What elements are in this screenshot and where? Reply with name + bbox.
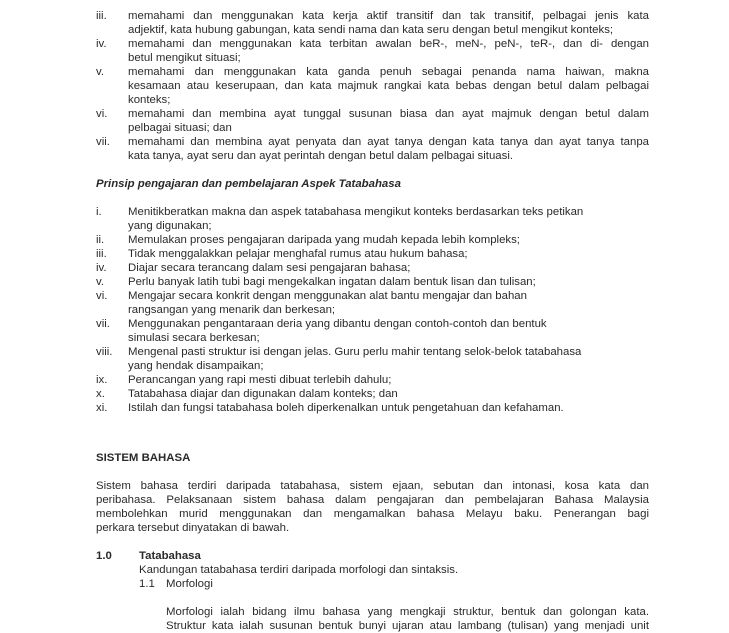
- list-item-text: Mengajar secara konkrit dengan menggunakan alat bantu mengajar dan bahan: [128, 290, 527, 302]
- paragraph-line: peribahasa. Pelaksanaan sistem bahasa dalam pengajaran dan pembelajaran Bahasa Malaysia: [96, 494, 649, 506]
- paragraph-line: perkara tersebut dinyatakan di bawah.: [96, 522, 290, 534]
- list-item-number: iii.: [96, 10, 107, 22]
- list-item-text: memahami dan menggunakan kata ganda penuh sebagai penanda nama haiwan, makna: [128, 66, 649, 78]
- paragraph-line: Sistem bahasa terdiri daripada tatabahasa, sistem ejaan, sebutan dan intonasi, kosa kata dan: [96, 480, 649, 492]
- paragraph-line: Morfologi ialah bidang ilmu bahasa yang mengkaji struktur, bentuk dan golongan kata.: [166, 606, 649, 618]
- list-item-text: memahami dan menggunakan kata kerja aktif transitif dan tak transitif, pelbagai jenis kata: [128, 10, 649, 22]
- list-item-number: i.: [96, 206, 102, 218]
- list-item-text: memahami dan membina ayat tunggal susunan biasa dan ayat majmuk dengan betul dalam: [128, 108, 649, 120]
- list-item-number: vi.: [96, 290, 108, 302]
- list-item-text: memahami dan menggunakan kata terbitan awalan beR-, meN-, peN-, teR-, dan di- dengan: [128, 38, 649, 50]
- list-item-text: kata tanya, ayat seru dan ayat perintah dengan betul dalam pelbagai situasi.: [128, 150, 514, 162]
- list-item-text: adjektif, kata hubung gabungan, kata sendi nama dan kata seru dengan betul mengikut konteks;: [128, 24, 614, 36]
- list-item-text: Mengenal pasti struktur isi dengan jelas. Guru perlu mahir tentang selok-belok tatabahasa: [128, 346, 582, 358]
- paragraph-line: Struktur kata ialah susunan bentuk bunyi ujaran atau lambang (tulisan) yang menjadi unit: [166, 620, 649, 632]
- list-item-text: simulasi secara berkesan;: [128, 332, 260, 344]
- paragraph-line: membolehkan murid menggunakan dan mengamalkan bahasa Melayu baku. Penerangan bagi: [96, 508, 649, 520]
- list-item-text: Tidak menggalakkan pelajar menghafal rumus atau hukum bahasa;: [128, 248, 468, 260]
- list-item-number: vii.: [96, 318, 110, 330]
- list-item-number: v.: [96, 66, 105, 78]
- list-item-text: Menitikberatkan makna dan aspek tatabahasa mengikut konteks berdasarkan teks petikan: [128, 206, 584, 218]
- section-title-tatabahasa: Tatabahasa: [139, 550, 201, 562]
- subsection-number: 1.1: [139, 578, 155, 590]
- list-item-text: Tatabahasa diajar dan digunakan dalam konteks; dan: [128, 388, 398, 400]
- section-heading-sistem-bahasa: SISTEM BAHASA: [96, 452, 191, 464]
- list-item-text: pelbagai situasi; dan: [128, 122, 232, 134]
- list-item-text: Perancangan yang rapi mesti dibuat terlebih dahulu;: [128, 374, 392, 386]
- list-item-text: yang digunakan;: [128, 220, 212, 232]
- list-item-number: vii.: [96, 136, 110, 148]
- list-item-text: rangsangan yang menarik dan berkesan;: [128, 304, 336, 316]
- list-item-text: Perlu banyak latih tubi bagi mengekalkan ingatan dalam bentuk lisan dan tulisan;: [128, 276, 536, 288]
- list-item-number: v.: [96, 276, 105, 288]
- list-item-text: Istilah dan fungsi tatabahasa boleh diperkenalkan untuk pengetahuan dan kefahaman.: [128, 402, 564, 414]
- list-item-text: betul mengikut situasi;: [128, 52, 241, 64]
- list-item-text: memahami dan membina ayat penyata dan ayat tanya dengan kata tanya dan ayat tanya tanpa: [128, 136, 649, 148]
- list-item-text: Diajar secara terancang dalam sesi pengajaran bahasa;: [128, 262, 411, 274]
- list-item-text: Memulakan proses pengajaran daripada yang mudah kepada lebih kompleks;: [128, 234, 520, 246]
- list-item-text: kesamaan atau keserupaan, dan kata majmuk rangkai kata bebas dengan betul dalam pelbagai: [128, 80, 649, 92]
- list-item-number: iv.: [96, 38, 107, 50]
- list-item-number: x.: [96, 388, 105, 400]
- section-number: 1.0: [96, 550, 112, 562]
- section-heading-prinsip: Prinsip pengajaran dan pembelajaran Aspek Tatabahasa: [96, 178, 401, 190]
- list-item-number: iii.: [96, 248, 107, 260]
- list-item-number: ii.: [96, 234, 105, 246]
- list-item-number: ix.: [96, 374, 108, 386]
- section-intro: Kandungan tatabahasa terdiri daripada morfologi dan sintaksis.: [139, 564, 459, 576]
- list-item-number: xi.: [96, 402, 108, 414]
- list-item-number: vi.: [96, 108, 108, 120]
- subsection-title-morfologi: Morfologi: [166, 578, 213, 590]
- list-item-text: Menggunakan pengantaraan deria yang dibantu dengan contoh-contoh dan bentuk: [128, 318, 547, 330]
- list-item-number: viii.: [96, 346, 113, 358]
- list-item-number: iv.: [96, 262, 107, 274]
- list-item-text: konteks;: [128, 94, 171, 106]
- list-item-text: yang hendak disampaikan;: [128, 360, 264, 372]
